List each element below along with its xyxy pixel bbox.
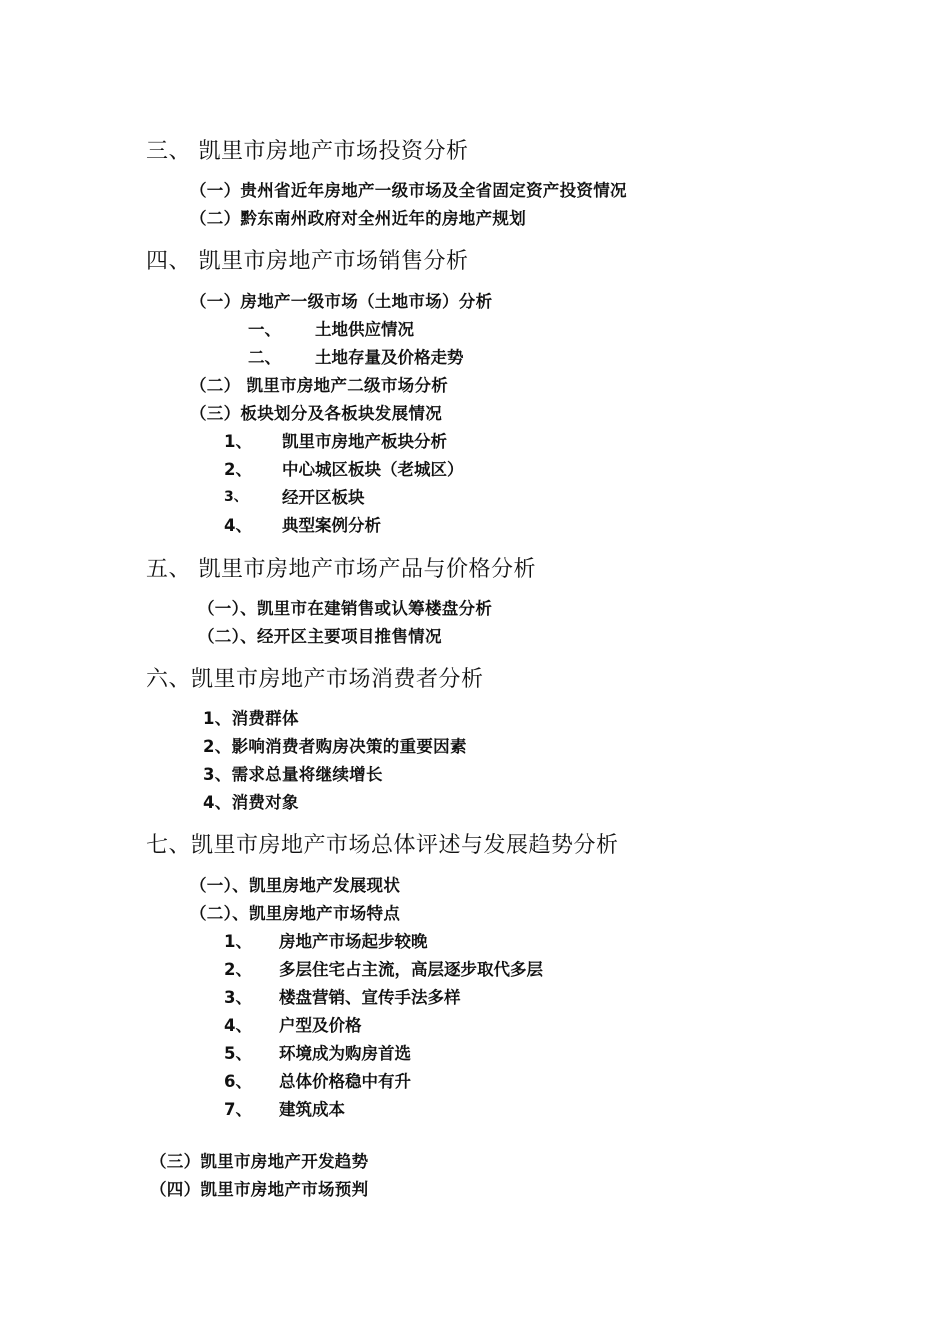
section-7-sub-2-item-2-text: 多层住宅占主流，高层逐步取代多层 bbox=[279, 960, 543, 979]
section-7-sub-4: （四）凯里市房地产市场预判 bbox=[150, 1180, 369, 1199]
section-7-sub-2-item-6-text: 总体价格稳中有升 bbox=[279, 1072, 411, 1091]
section-4-sub-3-item-4-text: 典型案例分析 bbox=[282, 516, 381, 535]
section-4-sub-2: （二） 凯里市房地产二级市场分析 bbox=[190, 376, 449, 395]
section-4-sub-1: （一）房地产一级市场（土地市场）分析 bbox=[190, 292, 493, 311]
section-7-sub-2-item-6-marker: 6、 bbox=[224, 1072, 252, 1091]
section-7-sub-2-item-7-marker: 7、 bbox=[224, 1100, 252, 1119]
item-marker: 一、 bbox=[248, 320, 281, 339]
section-3-item-2: （二）黔东南州政府对全州近年的房地产规划 bbox=[190, 209, 526, 228]
section-4-sub-3-item-3-marker: 3、 bbox=[224, 489, 248, 505]
section-4-sub-3-item-1-marker: 1、 bbox=[224, 432, 252, 451]
section-7-sub-2-item-3-marker: 3、 bbox=[224, 988, 252, 1007]
section-7-sub-2-item-4-text: 户型及价格 bbox=[279, 1016, 362, 1035]
section-7-sub-2-item-5-text: 环境成为购房首选 bbox=[279, 1044, 411, 1063]
section-4-sub-3-item-2-marker: 2、 bbox=[224, 460, 252, 479]
section-7-sub-2-item-7-text: 建筑成本 bbox=[279, 1100, 345, 1119]
section-6-item-2: 2、影响消费者购房决策的重要因素 bbox=[203, 737, 467, 756]
section-7-sub-2-item-3-text: 楼盘营销、宣传手法多样 bbox=[279, 988, 461, 1007]
section-5-heading: 五、 凯里市房地产市场产品与价格分析 bbox=[146, 557, 536, 582]
section-6-item-1: 1、消费群体 bbox=[203, 709, 299, 728]
section-4-sub-1-item-1 bbox=[248, 322, 281, 339]
section-3-heading: 三、 凯里市房地产市场投资分析 bbox=[146, 139, 469, 164]
section-5-item-1: （一）、凯里市在建销售或认筹楼盘分析 bbox=[198, 599, 493, 618]
section-6-heading: 六、凯里市房地产市场消费者分析 bbox=[146, 667, 484, 692]
section-7-heading: 七、凯里市房地产市场总体评述与发展趋势分析 bbox=[146, 833, 619, 858]
section-4-sub-1-item-1-text: 土地供应情况 bbox=[315, 320, 414, 339]
section-7-sub-2-item-1-text: 房地产市场起步较晚 bbox=[279, 932, 428, 951]
section-4-sub-3-item-4-marker: 4、 bbox=[224, 516, 252, 535]
section-7-sub-2: （二）、凯里房地产市场特点 bbox=[190, 904, 401, 923]
section-4-sub-3: （三）板块划分及各板块发展情况 bbox=[190, 404, 442, 423]
section-6-item-4: 4、消费对象 bbox=[203, 793, 299, 812]
section-4-heading: 四、 凯里市房地产市场销售分析 bbox=[146, 249, 469, 274]
section-7-sub-2-item-4-marker: 4、 bbox=[224, 1016, 252, 1035]
section-3-item-1: （一）贵州省近年房地产一级市场及全省固定资产投资情况 bbox=[190, 181, 627, 200]
section-7-sub-2-item-2-marker: 2、 bbox=[224, 960, 252, 979]
section-7-sub-2-item-1-marker: 1、 bbox=[224, 932, 252, 951]
section-7-sub-2-item-5-marker: 5、 bbox=[224, 1044, 252, 1063]
section-4-sub-3-item-1-text: 凯里市房地产板块分析 bbox=[282, 432, 447, 451]
section-4-sub-3-item-3-text: 经开区板块 bbox=[282, 488, 365, 507]
section-7-sub-3: （三）凯里市房地产开发趋势 bbox=[150, 1152, 369, 1171]
section-7-sub-1: （一）、凯里房地产发展现状 bbox=[190, 876, 401, 895]
section-4-sub-1-item-2 bbox=[248, 350, 281, 367]
item-marker: 二、 bbox=[248, 348, 281, 367]
section-4-sub-1-item-2-text: 土地存量及价格走势 bbox=[315, 348, 464, 367]
section-6-item-3: 3、需求总量将继续增长 bbox=[203, 765, 383, 784]
section-5-item-2: （二）、经开区主要项目推售情况 bbox=[198, 627, 442, 646]
section-4-sub-3-item-2-text: 中心城区板块（老城区） bbox=[282, 460, 464, 479]
